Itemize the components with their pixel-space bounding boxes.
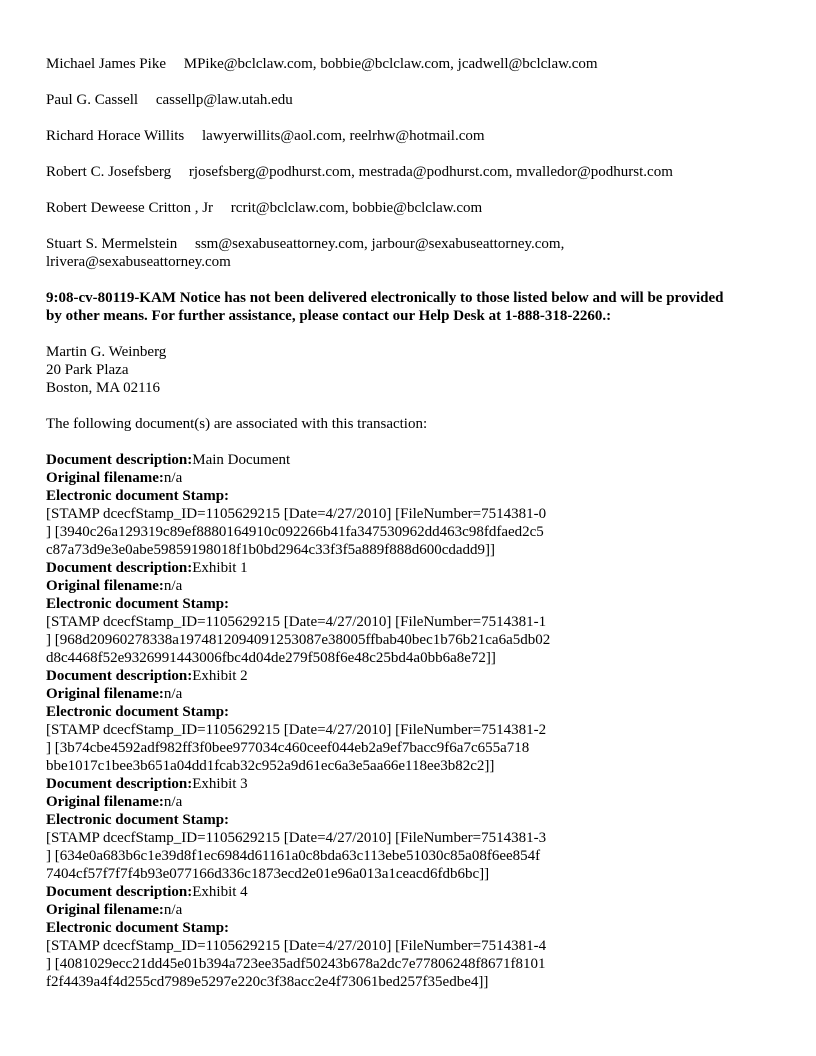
- document-page: [46, 55, 786, 991]
- stamp-line: [STAMP dcecfStamp_ID=1105629215 [Date=4/27/2010] [FileNumber=7514381-4: [46, 938, 547, 954]
- document-list: [46, 451, 786, 991]
- mail-recipient-city: Boston, MA 02116: [46, 380, 161, 396]
- recipient-emails: lawyerwillits@aol.com, reelrhw@hotmail.com: [202, 128, 485, 144]
- stamp-line: ] [634e0a683b6c1e39d8f1ec6984d61161a0c8bda63c113ebe51030c85a08f6ee854f: [46, 848, 541, 864]
- document-description: Exhibit 2: [192, 668, 248, 684]
- filename-label: Original filename:: [46, 686, 164, 702]
- recipient-name: Robert C. Josefsberg: [46, 164, 172, 180]
- stamp-line: c87a73d9e3e0abe59859198018f1b0bd2964c33f3f5a889f888d600cdadd9]]: [46, 542, 496, 558]
- recipient-name: Michael James Pike: [46, 56, 166, 72]
- recipient-emails: ssm@sexabuseattorney.com, jarbour@sexabuseattorney.com,: [195, 236, 565, 252]
- description-label: Document description:: [46, 668, 193, 684]
- recipient-name: Richard Horace Willits: [46, 128, 185, 144]
- delivery-notice: [46, 289, 786, 325]
- stamp-line: ] [3b74cbe4592adf982ff3f0bee977034c460ceef044eb2a9ef7bacc9f6a7c655a718: [46, 740, 530, 756]
- stamp-label: Electronic document Stamp:: [46, 596, 230, 612]
- original-filename: n/a: [163, 794, 183, 810]
- description-label: Document description:: [46, 560, 193, 576]
- original-filename: n/a: [163, 470, 183, 486]
- document-description: Exhibit 4: [192, 884, 248, 900]
- recipient-entry: [46, 55, 786, 73]
- recipient-entry: [46, 235, 786, 271]
- document-entry: [46, 667, 786, 775]
- description-label: Document description:: [46, 776, 193, 792]
- stamp-line: [STAMP dcecfStamp_ID=1105629215 [Date=4/27/2010] [FileNumber=7514381-1: [46, 614, 547, 630]
- stamp-label: Electronic document Stamp:: [46, 704, 230, 720]
- recipient-name: Robert Deweese Critton , Jr: [46, 200, 214, 216]
- recipient-entry: [46, 163, 786, 181]
- filename-label: Original filename:: [46, 902, 164, 918]
- recipient-entry: [46, 91, 786, 109]
- document-entry: [46, 559, 786, 667]
- recipient-emails: rcrit@bclclaw.com, bobbie@bclclaw.com: [230, 200, 483, 216]
- document-entry: [46, 451, 786, 559]
- recipient-list: [46, 55, 786, 271]
- filename-label: Original filename:: [46, 578, 164, 594]
- recipient-entry: [46, 199, 786, 217]
- stamp-line: [STAMP dcecfStamp_ID=1105629215 [Date=4/27/2010] [FileNumber=7514381-0: [46, 506, 547, 522]
- recipient-name: Stuart S. Mermelstein: [46, 236, 178, 252]
- stamp-label: Electronic document Stamp:: [46, 812, 230, 828]
- stamp-line: [STAMP dcecfStamp_ID=1105629215 [Date=4/27/2010] [FileNumber=7514381-3: [46, 830, 547, 846]
- mail-recipient-address: [46, 343, 786, 397]
- original-filename: n/a: [163, 902, 183, 918]
- recipient-emails: MPike@bclclaw.com, bobbie@bclclaw.com, jcadwell@bclclaw.com: [183, 56, 598, 72]
- document-description: Exhibit 1: [192, 560, 248, 576]
- description-label: Document description:: [46, 884, 193, 900]
- document-description: Main Document: [192, 452, 291, 468]
- document-description: Exhibit 3: [192, 776, 248, 792]
- description-label: Document description:: [46, 452, 193, 468]
- notice-line: by other means. For further assistance, please contact our Help Desk at 1-888-318-2260.:: [46, 308, 612, 324]
- stamp-line: bbe1017c1bee3b651a04dd1fcab32c952a9d61ec6a3e5aa66e118ee3b82c2]]: [46, 758, 495, 774]
- stamp-line: 7404cf57f7f7f4b93e077166d336c1873ecd2e01e96a013a1ceacd6fdb6bc]]: [46, 866, 490, 882]
- recipient-name: Paul G. Cassell: [46, 92, 139, 108]
- stamp-line: ] [968d20960278338a1974812094091253087e38005ffbab40bec1b76b21ca6a5db02: [46, 632, 551, 648]
- recipient-entry: [46, 127, 786, 145]
- original-filename: n/a: [163, 578, 183, 594]
- filename-label: Original filename:: [46, 470, 164, 486]
- stamp-line: ] [4081029ecc21dd45e01b394a723ee35adf50243b678a2dc7e77806248f8671f8101: [46, 956, 546, 972]
- document-entry: [46, 775, 786, 883]
- stamp-line: f2f4439a4f4d255cd7989e5297e220c3f38acc2e4f73061bed257f35edbe4]]: [46, 974, 489, 990]
- original-filename: n/a: [163, 686, 183, 702]
- notice-line: 9:08-cv-80119-KAM Notice has not been delivered electronically to those listed below and will be provided: [46, 290, 724, 306]
- stamp-line: d8c4468f52e9326991443006fbc4d04de279f508f6e48c25bd4a0bb6a8e72]]: [46, 650, 496, 666]
- recipient-emails: rjosefsberg@podhurst.com, mestrada@podhurst.com, mvalledor@podhurst.com: [188, 164, 673, 180]
- recipient-emails: cassellp@law.utah.edu: [155, 92, 293, 108]
- associated-documents-intro: The following document(s) are associated with this transaction:: [46, 416, 428, 432]
- stamp-label: Electronic document Stamp:: [46, 920, 230, 936]
- stamp-line: [STAMP dcecfStamp_ID=1105629215 [Date=4/27/2010] [FileNumber=7514381-2: [46, 722, 547, 738]
- stamp-line: ] [3940c26a129319c89ef8880164910c092266b41fa347530962dd463c98fdfaed2c5: [46, 524, 544, 540]
- mail-recipient-name: Martin G. Weinberg: [46, 344, 167, 360]
- filename-label: Original filename:: [46, 794, 164, 810]
- document-entry: [46, 883, 786, 991]
- recipient-emails-continued: lrivera@sexabuseattorney.com: [46, 254, 231, 270]
- mail-recipient-street: 20 Park Plaza: [46, 362, 129, 378]
- stamp-label: Electronic document Stamp:: [46, 488, 230, 504]
